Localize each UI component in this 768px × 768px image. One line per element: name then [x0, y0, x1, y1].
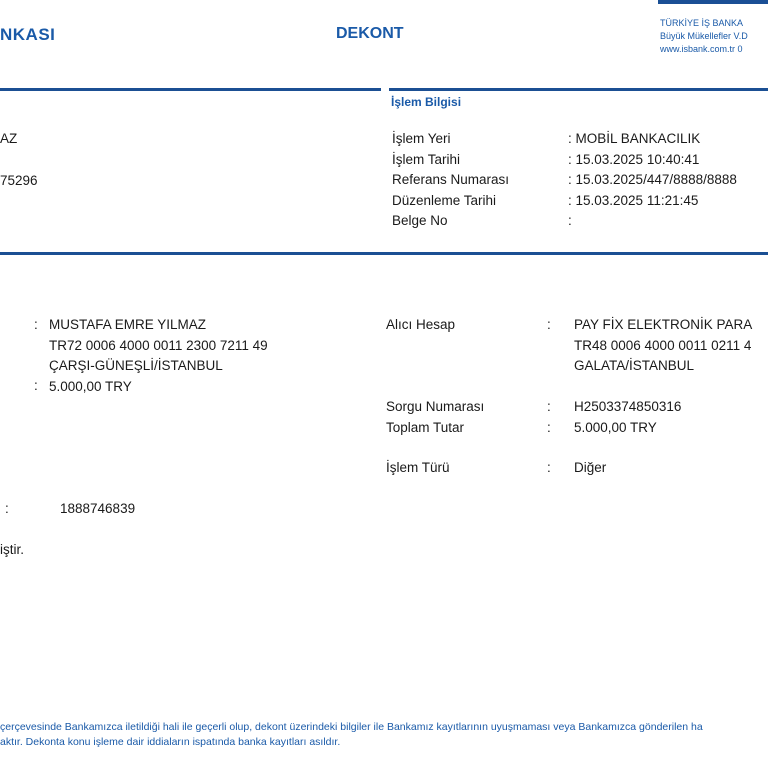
- header-accent-bar: [658, 0, 768, 4]
- receiver-colon: :: [547, 317, 551, 332]
- query-number-value: H2503374850316: [574, 399, 682, 414]
- total-amount-value: 5.000,00 TRY: [574, 420, 657, 435]
- number-colon: :: [5, 501, 9, 516]
- footer-disclaimer: [0, 720, 703, 750]
- footer-line: aktır. Dekonta konu işleme dair iddiaların ispatında banka kayıtları asıldır.: [0, 736, 341, 748]
- query-number-colon: :: [547, 399, 551, 414]
- bank-name: NKASI: [0, 25, 56, 44]
- info-label: Düzenleme Tarihi: [392, 192, 497, 208]
- info-value: : 15.03.2025/447/8888/8888: [568, 172, 737, 188]
- statement-text: iştir.: [0, 542, 25, 557]
- sender-amount: 5.000,00 TRY: [49, 378, 132, 394]
- sender-colon: :: [34, 317, 38, 332]
- info-label: İşlem Tarihi: [392, 151, 461, 167]
- info-label: Referans Numarası: [392, 172, 510, 188]
- section-divider: [0, 88, 381, 91]
- sender-branch: ÇARŞI-GÜNEŞLİ/İSTANBUL: [49, 358, 223, 374]
- sender-details: [49, 315, 268, 397]
- receiver-name: PAY FİX ELEKTRONİK PARA: [574, 317, 753, 332]
- info-value: : 15.03.2025 10:40:41: [568, 151, 700, 167]
- total-amount-label: Toplam Tutar: [386, 420, 465, 435]
- amount-colon: :: [34, 378, 38, 393]
- bank-info-line: Büyük Mükellefler V.D: [660, 31, 748, 41]
- transaction-info-values: [568, 129, 737, 232]
- document-title: DEKONT: [336, 25, 404, 42]
- bank-info: [660, 17, 748, 56]
- transaction-info-title: İşlem Bilgisi: [391, 95, 462, 109]
- transaction-type-label: İşlem Türü: [386, 460, 450, 475]
- sender-iban: TR72 0006 4000 0011 2300 7211 49: [49, 337, 268, 353]
- footer-line: çerçevesinde Bankamızca iletildiği hali ile geçerli olup, dekont üzerindeki bilgiler ile Bankamız kayıtlarının uyuşmaması veya Bankamızca gönderilen ha: [0, 721, 703, 733]
- info-value: :: [568, 213, 572, 229]
- info-label: İşlem Yeri: [392, 131, 451, 146]
- receiver-branch: GALATA/İSTANBUL: [574, 358, 695, 374]
- info-value: : 15.03.2025 11:21:45: [568, 192, 699, 208]
- bank-info-line: TÜRKİYE İŞ BANKA: [660, 18, 744, 28]
- transaction-type-value: Diğer: [574, 460, 607, 475]
- bank-info-line: www.isbank.com.tr 0: [660, 44, 743, 54]
- left-number: 1888746839: [60, 501, 136, 516]
- section-divider: [389, 88, 768, 91]
- receiver-label: Alıcı Hesap: [386, 317, 456, 332]
- transaction-type-colon: :: [547, 460, 551, 475]
- receiver-details: [574, 315, 752, 377]
- total-amount-colon: :: [547, 420, 551, 435]
- section-divider: [0, 252, 768, 255]
- info-label: Belge No: [392, 213, 448, 229]
- sender-number-partial: 75296: [0, 173, 38, 188]
- sender-name-partial: AZ: [0, 131, 18, 146]
- sender-name: MUSTAFA EMRE YILMAZ: [49, 317, 207, 332]
- info-value: : MOBİL BANKACILIK: [568, 131, 701, 146]
- receiver-iban: TR48 0006 4000 0011 0211 4: [574, 337, 752, 353]
- transaction-info-labels: [392, 129, 509, 232]
- query-number-label: Sorgu Numarası: [386, 399, 485, 414]
